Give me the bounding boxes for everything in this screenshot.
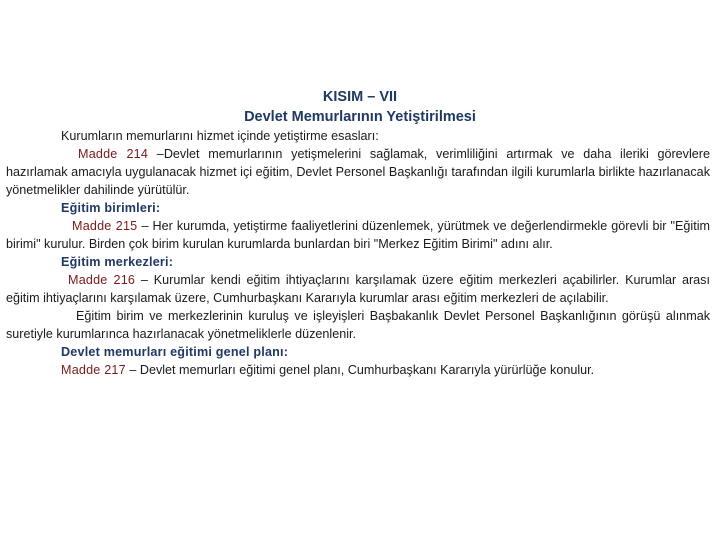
training-centers-heading-line [6,253,710,271]
article-216-text: Kurumlar kendi eğitim ihtiyaçlarını karşılamak üzere eğitim merkezleri açabilirler. Kurumlar arası eğitim ihtiyaçlarını karşılamak üzere, Cumhurbaşkanı Kararıyla kurumlar arası eğitim merkezleri de açılabilir. [6,273,710,305]
article-215-label: Madde 215 [72,219,138,233]
section-number: KISIM – VII [322,89,398,105]
article-214-paragraph [6,145,710,199]
article-216-paragraph [6,271,710,307]
document-body [6,127,710,379]
article-216-paragraph-2 [6,307,710,343]
training-units-heading: Eğitim birimleri: [61,201,161,215]
article-215-dash: – [137,219,153,233]
training-units-heading-line [6,199,710,217]
article-217-text: Devlet memurları eğitimi genel planı, Cumhurbaşkanı Kararıyla yürürlüğe konulur. [139,363,595,377]
general-plan-heading-line [6,343,710,361]
article-216-text-2: Eğitim birim ve merkezlerinin kuruluş ve işleyişleri Başbakanlık Devlet Personel Başkanlığının görüşü alınmak suretiyle kurumlarınca hazırlanacak yönetmeliklerle düzenlenir. [6,309,710,341]
general-plan-heading: Devlet memurları eğitimi genel planı: [61,345,289,359]
article-215-paragraph [6,217,710,253]
article-214-text: Devlet memurlarının yetişmelerini sağlamak, verimliliğini artırmak ve daha ileriki görevlere hazırlamak amacıyla uygulanacak hizmet içi eğitim, Devlet Personel Başkanlığı tarafından ilgili kurumlarla birlikte hazırlanacak yönetmelikler dahilinde yürütülür. [6,147,710,197]
article-217-dash: – [125,363,140,377]
article-215-text: Her kurumda, yetiştirme faaliyetlerini düzenlemek, yürütmek ve değerlendirmekle görevli bir "Eğitim birimi" kurulur. Birden çok birim kurulan kurumlarda bunlardan biri "Merkez Eğitim Birimi" adını alır. [6,219,710,251]
article-214-dash: – [148,147,164,161]
article-217-paragraph [6,361,710,379]
intro-text: Kurumların memurlarını hizmet içinde yetiştirme esasları: [61,129,379,143]
article-216-dash: – [135,273,154,287]
intro-paragraph [6,127,710,145]
article-217-label: Madde 217 [61,363,126,377]
article-214-label: Madde 214 [78,147,149,161]
section-title [150,87,570,127]
article-216-label: Madde 216 [68,273,136,287]
section-heading: Devlet Memurlarının Yetiştirilmesi [244,109,476,125]
training-centers-heading: Eğitim merkezleri: [61,255,174,269]
